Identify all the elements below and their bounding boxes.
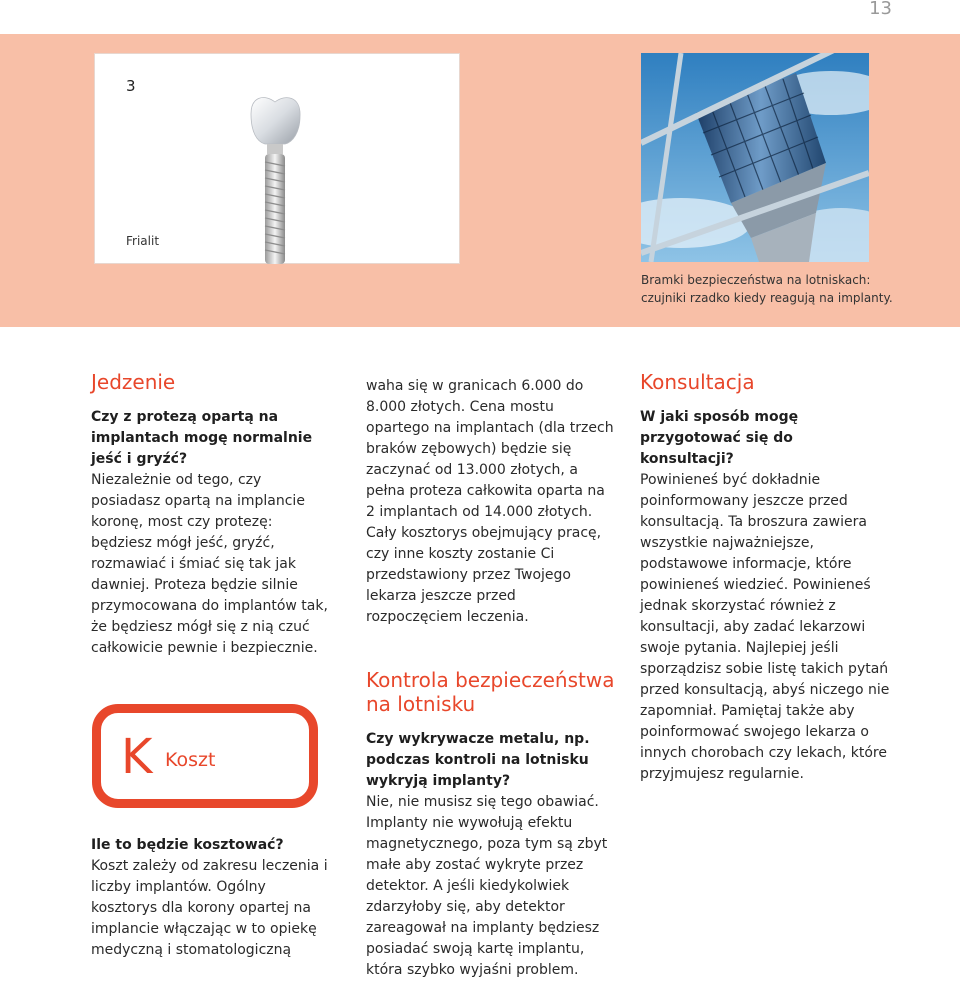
answer-cost: Koszt zależy od zakresu leczenia i liczby implantów. Ogólny kosztorys dla korony opartej na implancie włączając w to opiekę medyczną i stomatologiczną	[91, 858, 328, 958]
page-number: 13	[869, 0, 892, 19]
section-consultation	[640, 370, 890, 785]
airport-tower-image	[641, 53, 869, 262]
question-cost: Ile to będzie kosztować?	[91, 837, 284, 853]
answer-security: Nie, nie musisz się tego obawiać. Implanty nie wywołują efektu magnetycznego, poza tym są zbyt małe aby zostać wykryte przez detektor. A jeśli kiedykolwiek zdarzyłoby się, aby detektor zareagował na implanty będziesz posiadać swoją kartę implantu, która szybko wyjaśni problem.	[366, 794, 608, 978]
airport-tower-photo	[641, 53, 869, 262]
answer-cost-continued: waha się w granicach 6.000 do 8.000 złotych. Cena mostu opartego na implantach (dla trzech braków zębowych) będzie się zaczynać od 13.000 złotych, a pełna proteza całkowita oparta na 2 implantach od 14.000 złotych. Cały kosztorys obejmujący pracę, czy inne koszty zostanie Ci przedstawiony przez Twojego lekarza jeszcze przed rozpoczęciem leczenia.	[366, 378, 614, 625]
implant-photo	[94, 53, 460, 264]
question-eating: Czy z protezą opartą na implantach mogę normalnie jeść i gryźć?	[91, 409, 313, 467]
section-cost	[91, 835, 331, 961]
cost-badge-label: Koszt	[165, 749, 216, 771]
answer-consultation: Powinieneś być dokładnie poinformowany jeszcze przed konsultacją. Ta broszura zawiera wszystkie najważniejsze, podstawowe informacje, które powinieneś wiedzieć. Powinieneś jednak skorzystać również z konsultacji, aby zadać lekarzowi swoje pytania. Najlepiej jeśli sporządzisz sobie listę takich pytań przed konsultacją, abyś niczego nie zapomniał. Pamiętaj także aby poinformować swojego lekarza o innych chorobach czy lekach, które przyjmujesz regularnie.	[640, 472, 890, 782]
photo-caption	[641, 271, 941, 307]
brand-label: Frialit	[126, 234, 160, 248]
caption-line-1: Bramki bezpieczeństwa na lotniskach:	[641, 273, 871, 287]
caption-line-2: czujniki rzadko kiedy reagują na implanty.	[641, 291, 893, 305]
section-eating	[91, 370, 331, 659]
section-heading-security: Kontrola bezpieczeństwa na lotnisku	[366, 668, 615, 716]
question-security: Czy wykrywacze metalu, np. podczas kontroli na lotnisku wykryją implanty?	[366, 731, 590, 789]
cost-badge	[92, 704, 318, 808]
dental-implant-illustration	[245, 94, 305, 269]
cost-badge-letter: K	[121, 729, 153, 785]
section-cost-continued	[366, 376, 616, 981]
question-consultation: W jaki sposób mogę przygotować się do konsultacji?	[640, 409, 799, 467]
section-heading-consultation: Konsultacja	[640, 370, 755, 394]
figure-number: 3	[126, 77, 136, 95]
answer-eating: Niezależnie od tego, czy posiadasz opartą na implancie koronę, most czy protezę: będziesz mógł jeść, gryźć, rozmawiać i śmiać się tak jak dawniej. Proteza będzie silnie przymocowana do implantów tak, że będziesz mógł się z nią czuć całkowicie pewnie i bezpiecznie.	[91, 472, 328, 656]
section-heading-eating: Jedzenie	[91, 370, 176, 394]
